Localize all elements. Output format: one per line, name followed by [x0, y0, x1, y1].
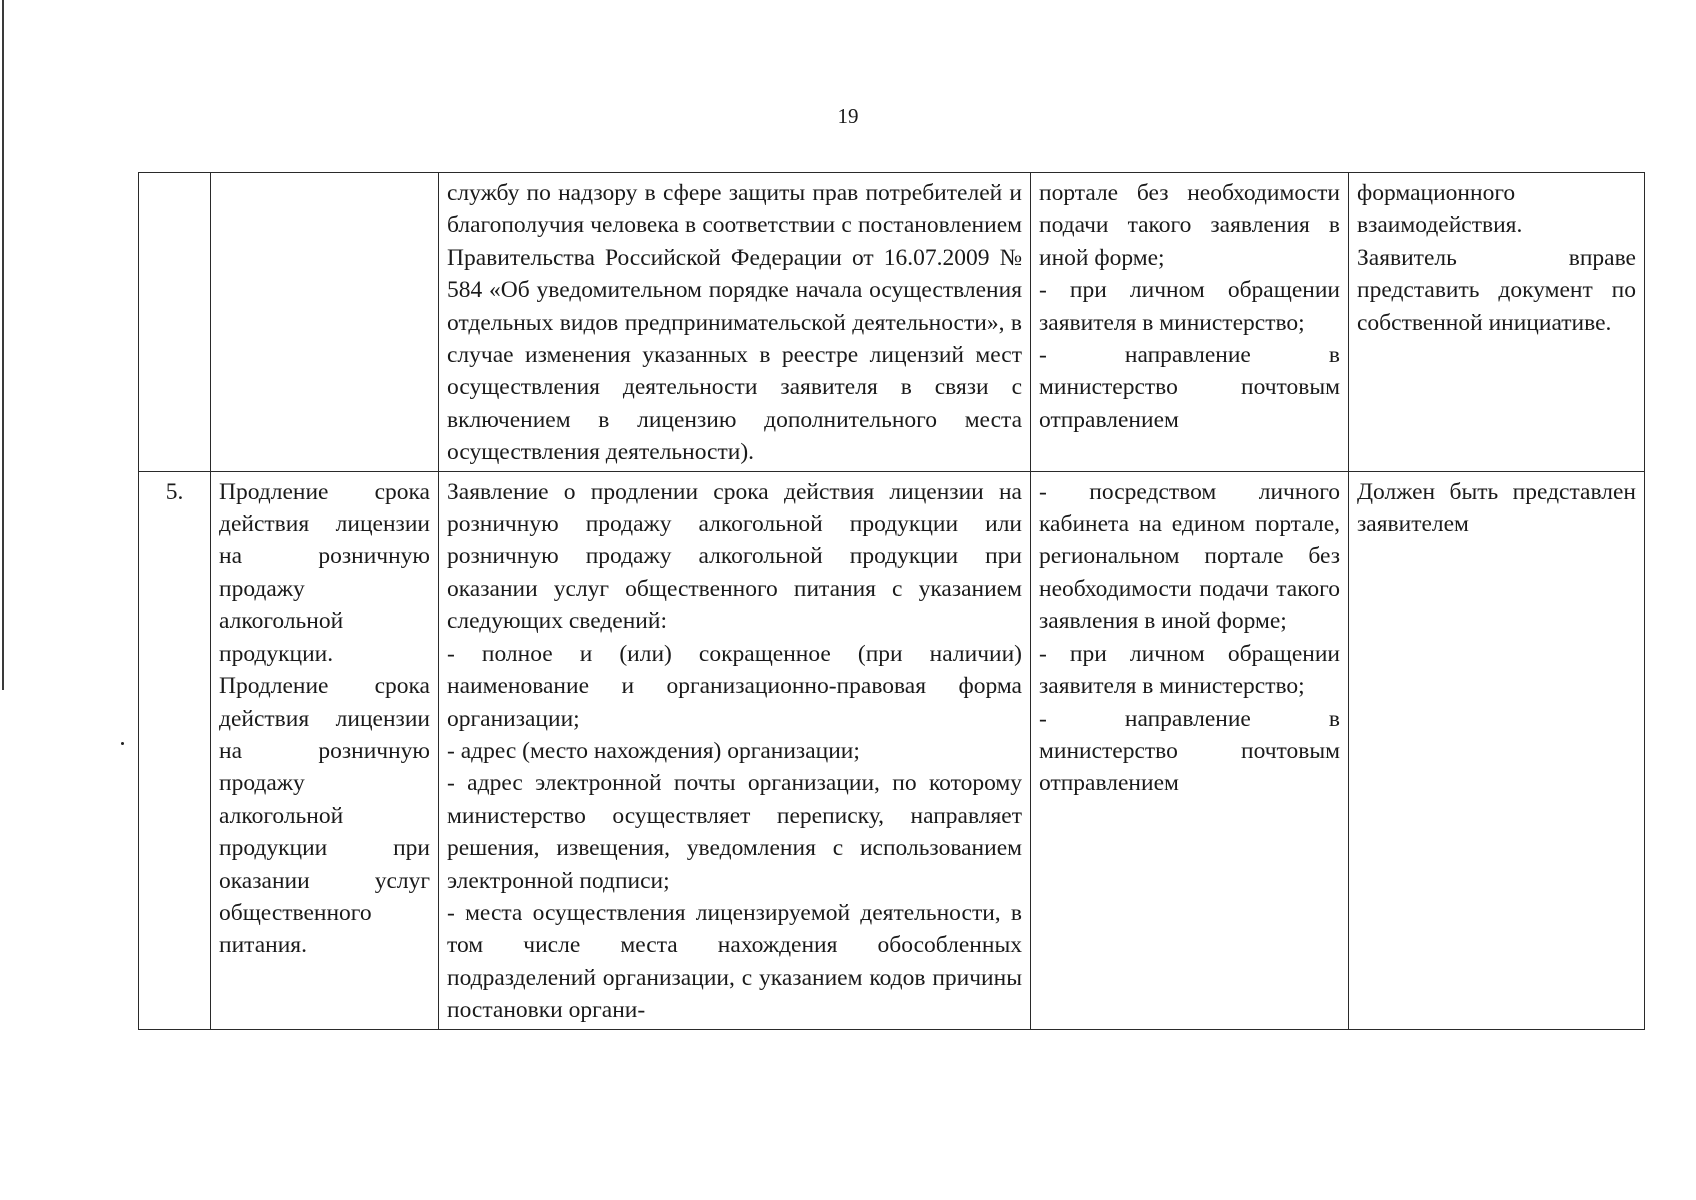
services-table — [138, 172, 1645, 1030]
table-row — [139, 173, 1645, 472]
page-number: 19 — [837, 104, 859, 128]
cell-paragraph: - направление в министерство почтовым отправлением — [1039, 342, 1340, 433]
scan-speck — [121, 742, 124, 745]
cell-paragraph: - места осуществления лицензируемой деятельности, в том числе места нахождения обособленных подразделений организации, с указанием кодов причины постановки органи- — [447, 899, 1022, 1024]
cell-paragraph: - посредством личного кабинета на едином портале, региональном портале без необходимости подачи такого заявления в иной форме; — [1039, 478, 1340, 635]
cell-paragraph: Заявление о продлении срока действия лицензии на розничную продажу алкогольной продукции или розничную продажу алкогольной продукции при оказании услуг общественного питания с указанием следующих сведений: — [447, 478, 1022, 635]
service-name-cell — [211, 173, 439, 472]
cell-paragraph: - адрес (место нахождения) организации; — [447, 737, 860, 764]
note-cell — [1349, 471, 1645, 1029]
cell-paragraph: формационного взаимодействия. — [1357, 180, 1523, 239]
documents-cell — [439, 471, 1031, 1029]
table-body — [139, 173, 1645, 1030]
cell-paragraph: Должен быть представлен заявителем — [1357, 478, 1636, 538]
service-name-cell — [211, 471, 439, 1029]
cell-paragraph: - при личном обращении заявителя в министерство; — [1039, 640, 1340, 700]
cell-paragraph: Заявитель вправе представить документ по собственной инициативе. — [1357, 244, 1636, 336]
cell-paragraph: портале без необходимости подачи такого заявления в иной форме; — [1039, 180, 1340, 271]
cell-paragraph: - при личном обращении заявителя в министерство; — [1039, 277, 1340, 336]
cell-paragraph: - направление в министерство почтовым отправлением — [1039, 705, 1340, 797]
cell-paragraph: службу по надзору в сфере защиты прав потребителей и благополучия человека в соответствии с постановлением Правительства Российской Федерации от 16.07.2009 № 584 «Об уведомительном порядке начала осуществления отдельных видов предпринимательской деятельности», в случае изменения указанных в реестре лицензий мест осуществления деятельности заявителя в связи с включением в лицензию дополнительного места осуществления деятельности). — [447, 180, 1022, 466]
cell-paragraph: - адрес электронной почты организации, по которому министерство осуществляет переписку, направляет решения, извещения, уведомления с использованием электронной подписи; — [447, 770, 1022, 894]
cell-paragraph: Продление срока действия лицензии на розничную продажу алкогольной продукции при оказании услуг общественного питания. — [219, 673, 430, 959]
table-row — [139, 471, 1645, 1029]
note-cell — [1349, 173, 1645, 472]
submission-method-cell — [1031, 471, 1349, 1029]
row-number-cell: 5. — [139, 471, 211, 1029]
cell-paragraph: Продление срока действия лицензии на розничную продажу алкогольной продукции. — [219, 478, 430, 667]
documents-cell — [439, 173, 1031, 472]
submission-method-cell — [1031, 173, 1349, 472]
cell-paragraph: - полное и (или) сокращенное (при наличии) наименование и организационно-правовая форма организации; — [447, 640, 1022, 732]
row-number-cell — [139, 173, 211, 472]
